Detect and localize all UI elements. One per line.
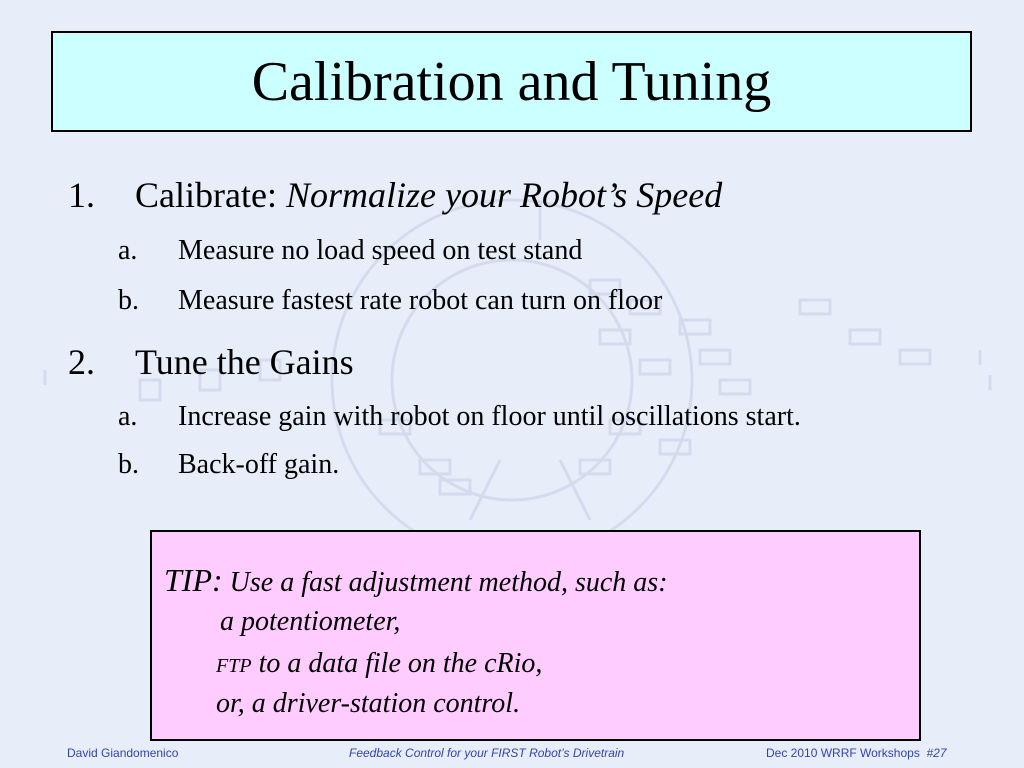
list-item-tune bbox=[68, 341, 354, 383]
list-number: 1. bbox=[68, 175, 95, 215]
sub-item bbox=[118, 235, 582, 267]
footer-event-name: Dec 2010 WRRF Workshops bbox=[766, 746, 920, 760]
footer-author: David Giandomenico bbox=[67, 746, 179, 760]
tip-intro-line bbox=[164, 562, 668, 599]
footer-slide-number: #27 bbox=[926, 746, 947, 760]
slide-title: Calibration and Tuning bbox=[251, 50, 772, 113]
sub-item-text: Increase gain with robot on floor until oscillations start. bbox=[178, 401, 801, 432]
ftp-label: FTP bbox=[216, 655, 252, 677]
sub-item-text: Measure no load speed on test stand bbox=[178, 235, 583, 266]
tip-heading: TIP: bbox=[164, 562, 223, 598]
sub-item bbox=[118, 285, 662, 317]
tip-box bbox=[150, 530, 921, 741]
tip-option-potentiometer: a potentiometer, bbox=[220, 606, 401, 637]
ftp-text: to a data file on the cRio, bbox=[258, 648, 543, 679]
list-item-emphasis: Normalize your Robot’s Speed bbox=[285, 175, 723, 215]
sub-item-text: Back-off gain. bbox=[178, 449, 340, 480]
sub-item bbox=[118, 449, 339, 481]
title-box bbox=[51, 31, 972, 132]
list-number: 2. bbox=[68, 342, 95, 382]
tip-option-driver-station: or, a driver-station control. bbox=[216, 688, 521, 719]
footer-talk-title: Feedback Control for your FIRST Robot’s Drivetrain bbox=[349, 746, 625, 760]
sub-item-text: Measure fastest rate robot can turn on floor bbox=[178, 285, 663, 316]
list-item-label: Calibrate: bbox=[135, 175, 277, 215]
tip-option-ftp bbox=[216, 648, 542, 680]
sub-item bbox=[118, 401, 801, 433]
tip-intro: Use a fast adjustment method, such as: bbox=[229, 567, 668, 598]
sub-item-letter: b. bbox=[118, 449, 139, 480]
sub-item-letter: b. bbox=[118, 285, 139, 316]
list-item-label: Tune the Gains bbox=[135, 342, 354, 382]
footer-event bbox=[766, 746, 947, 760]
sub-item-letter: a. bbox=[118, 235, 138, 266]
sub-item-letter: a. bbox=[118, 401, 138, 432]
list-item-calibrate bbox=[68, 174, 722, 216]
